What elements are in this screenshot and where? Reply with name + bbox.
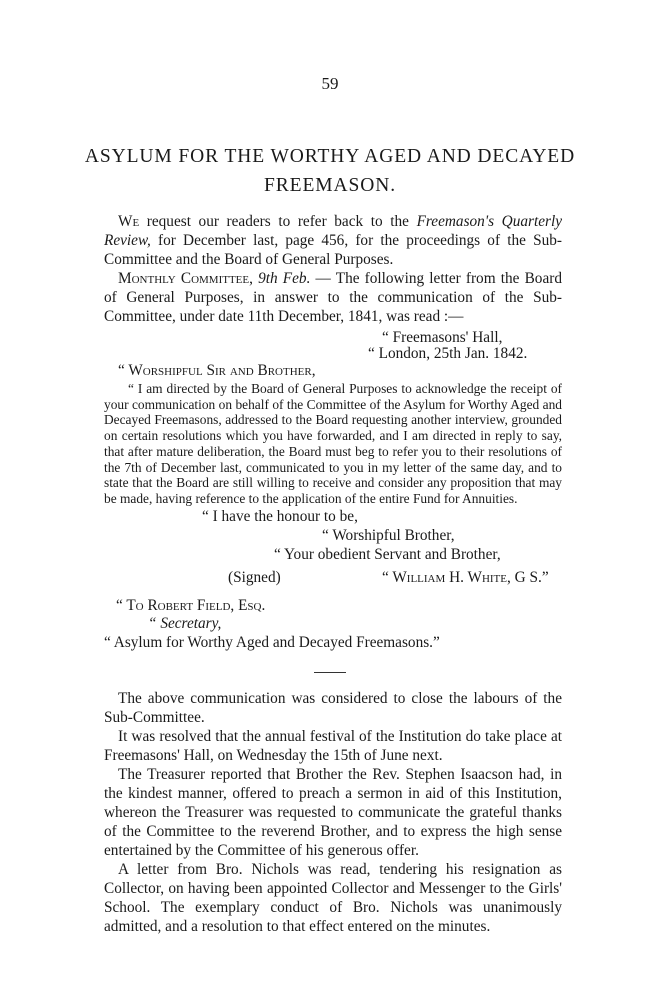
letter-salutation: “ Worshipful Sir and Brother,: [118, 362, 316, 379]
letter-closing-3: “ Your obedient Servant and Brother,: [274, 546, 501, 563]
article-title-line-1: ASYLUM FOR THE WORTHY AGED AND DECAYED: [84, 146, 576, 167]
intro-text-2: for December last, page 456, for the proceedings of the Sub-Committee and the Board of General Purposes.: [104, 232, 562, 268]
article-title-line-2: FREEMASON.: [264, 175, 396, 196]
publication-title: Freemason's Quarterly Review,: [104, 213, 562, 249]
section-divider: [314, 672, 346, 673]
intro-text-1: request our readers to refer back to the: [139, 213, 417, 230]
letter-signature: “ William H. White, G S.”: [382, 569, 549, 586]
body-paragraph: It was resolved that the annual festival of the Institution do take place at Freemasons' Hall, on Wednesday the 15th of June next.: [104, 728, 562, 764]
committee-paragraph: [104, 269, 562, 326]
page-number: 59: [321, 74, 339, 93]
committee-text: — The following letter from the Board of General Purposes, in answer to the communication of the Sub-Committee, under date 11th December, 1841, was read :—: [104, 270, 562, 325]
letter-recipient-title: “ Secretary,: [148, 615, 222, 632]
intro-lead: We: [118, 213, 140, 230]
body-paragraph: The Treasurer reported that Brother the Rev. Stephen Isaacson had, in the kindest manner, offered to preach a sermon in aid of this Institution, whereon the Treasurer was requested to communicate the grateful thanks of the Committee to the reverend Brother, and to express the high sense entertained by the Committee of his generous offer.: [104, 766, 562, 859]
letter-body: “ I am directed by the Board of General Purposes to acknowledge the receipt of your communication on behalf of the Committee of the Asylum for Worthy Aged and Decayed Freemasons, addressed to the Board requesting another interview, grounded on certain resolutions which you have forwarded, and I am directed in reply to say, that after mature deliberation, the Board must beg to refer you to their resolutions of the 7th of December last, communicated to you in my letter of the same day, and to state that the Board are still willing to receive and consider any proposition that may be made, having reference to the application of the entire Fund for Annuities.: [104, 381, 562, 506]
letter-recipient-org: “ Asylum for Worthy Aged and Decayed Freemasons.”: [104, 634, 440, 651]
committee-date: 9th Feb.: [252, 270, 311, 287]
letter-recipient: “ To Robert Field, Esq.: [116, 597, 266, 614]
letter-address-line-1: “ Freemasons' Hall,: [382, 329, 503, 346]
letter-signed: (Signed): [228, 569, 281, 586]
body-paragraph: A letter from Bro. Nichols was read, tendering his resignation as Collector, on having been appointed Collector and Messenger to the Girls' School. The exemplary conduct of Bro. Nichols was unanimously admitted, and a resolution to that effect entered on the minutes.: [104, 861, 562, 935]
body-paragraph: The above communication was considered to close the labours of the Sub-Committee.: [104, 690, 562, 726]
committee-lead: Monthly Committee,: [118, 270, 253, 287]
letter-closing-1: “ I have the honour to be,: [202, 508, 358, 525]
letter-address-line-2: “ London, 25th Jan. 1842.: [368, 345, 528, 362]
letter-closing-2: “ Worshipful Brother,: [322, 527, 455, 544]
intro-paragraph: [104, 212, 562, 269]
